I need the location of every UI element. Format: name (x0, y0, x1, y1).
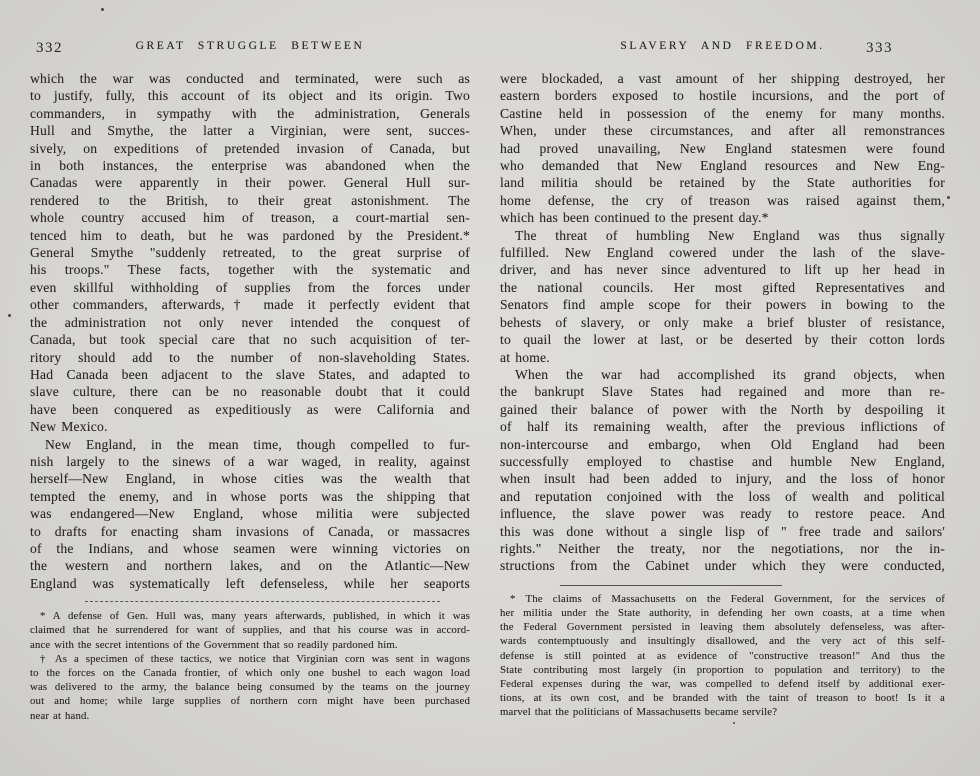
footnotes (30, 609, 470, 723)
scan-speck (733, 722, 735, 724)
text-line: influence, the slave power was ready to restore peace. And (500, 506, 945, 522)
text-line: defense is still pointed at as evidence of "constructive treason!" And thus the (500, 649, 945, 662)
text-line: to drafts for enacting sham invasions of Canada, or massacres (30, 523, 470, 539)
text-line: non-intercourse and embargo, when Old England had been (500, 436, 945, 452)
text-line: claimed that he surrendered for want of supplies, and that his course was in accord- (30, 624, 470, 637)
footnote-divider (560, 585, 782, 586)
book-page-left (30, 40, 470, 723)
text-line: When the war had accomplished its grand objects, when (515, 366, 945, 382)
text-line: rights." Neither the treaty, nor the negotiations, nor the in- (500, 540, 945, 556)
page-header (30, 40, 470, 58)
text-line: his troops." These facts, together with the systematic and (30, 262, 470, 278)
text-line: Canada, but took special care that no such acquisition of ter- (30, 332, 470, 348)
body-text (30, 70, 470, 592)
text-line: of the Indians, and whose seamen were winning victories on (30, 540, 470, 556)
footnotes (500, 592, 945, 720)
text-line: herself—New England, in whose cities was the wealth that (30, 471, 470, 487)
text-line: England was systematically left defenseless, while her seaports (30, 575, 470, 591)
text-line: behests of slavery, or only make a brief bluster of resistance, (500, 314, 945, 330)
text-line: General Smythe "suddenly retreated, to the great surprise of (30, 245, 470, 261)
text-line: State contributing most largely (in proportion to population and territory) to the (500, 663, 945, 676)
text-line: which has been continued to the present day.* (500, 210, 769, 226)
text-line: her militia under the State authority, in defending her own coasts, at a time when (500, 606, 945, 619)
text-line: the national councils. Her most gifted Representatives and (500, 279, 945, 295)
body-text (500, 70, 945, 575)
page-header (500, 40, 945, 58)
text-line: When, under these circumstances, and after all remonstrances (500, 123, 945, 139)
running-head: GREAT STRUGGLE BETWEEN (135, 40, 365, 52)
scan-speck (8, 314, 11, 317)
text-line: * The claims of Massachusetts on the Federal Government, for the services of (510, 592, 945, 605)
text-line: successfully employed to chastise and humble New England, (500, 453, 945, 469)
text-line: marvel that the politicians of Massachusetts became servile? (500, 706, 778, 719)
text-line: New England, in the mean time, though compelled to fur- (45, 436, 470, 452)
text-line: commanders, in sympathy with the administration, Generals (30, 105, 470, 121)
text-line: home defense, the cry of treason was raised against them, (500, 192, 945, 208)
text-line: Canadas were apparently in their power. General Hull sur- (30, 175, 470, 191)
text-line: was endangered—New England, whose militia were subjected (30, 506, 470, 522)
text-line: tempted the enemy, and in whose ports was the shipping that (30, 488, 470, 504)
text-line: Castine held in possession of the enemy for many months. (500, 105, 945, 121)
running-head: SLAVERY AND FREEDOM. (620, 40, 825, 52)
text-line: Federal expenses during the war, was compelled to defend itself by additional exer- (500, 678, 945, 690)
text-line: nish largely to the sinews of a war waged, in reality, against (30, 453, 470, 469)
text-line: and reputation conjoined with the loss of wealth and political (500, 488, 945, 504)
text-line: ance with the secret intentions of the Government that so readily pardoned him. (30, 638, 398, 651)
footnote-divider (85, 601, 440, 602)
text-line: rendered to the British, to their great astonishment. The (30, 192, 470, 208)
page-number: 332 (36, 40, 63, 56)
text-line: ritory should add to the number of non-slaveholding States. (30, 349, 470, 365)
text-line: Hull and Smythe, the latter a Virginian, were sent, succes- (30, 123, 470, 139)
text-line: when insult had been added to injury, and the loss of honor (500, 471, 945, 487)
text-line: out and home; while large supplies of northern corn might have been purchased (30, 695, 470, 708)
text-line: land militia should be retained by the State authorities for (500, 175, 945, 191)
scan-speck (101, 8, 104, 11)
text-line: † As a specimen of these tactics, we notice that Virginian corn was sent in wagons (40, 652, 470, 665)
text-line: driver, and has never since adventured to lift up her head in (500, 262, 945, 278)
text-line: slave culture, there can be no reasonable doubt that it could (30, 384, 470, 400)
text-line: The threat of humbling New England was thus signally (515, 227, 945, 243)
text-line: was delivered to the army, the balance being consumed by the teams on the journey (30, 681, 470, 694)
text-line: New Mexico. (30, 419, 108, 435)
text-line: the administration not only never intended the conquest of (30, 314, 470, 330)
text-line: Senators find ample scope for their powers in bowing to the (500, 297, 945, 313)
text-line: even skillful withholding of supplies from the forces under (30, 279, 470, 295)
text-line: this was done without a single lisp of " free trade and sailors' (500, 523, 945, 539)
text-line: tenced him to death, but he was pardoned by the President.* (30, 227, 470, 243)
text-line: who demanded that New England resources and New Eng- (500, 158, 945, 174)
text-line: whole country accused him of treason, a court-martial sen- (30, 210, 470, 226)
text-line: sively, on expeditions of pretended invasion of Canada, but (30, 140, 470, 156)
text-line: to quail the lower at last, or be deserted by their cotton lords (500, 332, 945, 348)
text-line: the bankrupt Slave States had regained and more than re- (500, 384, 945, 400)
text-line: the western and northern lakes, and on the Atlantic—New (30, 558, 470, 574)
text-line: the Federal Government persisted in leaving them absolutely defenseless, was after- (500, 621, 945, 634)
text-line: wards contemptuously and insultingly disallowed, and the very act of this self- (500, 635, 945, 648)
text-line: have been conquered as expeditiously as were California and (30, 401, 470, 417)
text-line: eastern borders exposed to hostile incursions, and the port of (500, 88, 945, 104)
text-line: Had Canada been adjacent to the slave States, and adapted to (30, 366, 470, 382)
text-line: near at hand. (30, 709, 90, 722)
text-line: fulfilled. New England cowered under the lash of the slave- (500, 245, 945, 261)
text-line: tions, at its own cost, and be branded with the taint of treason to boot! Is it a (500, 692, 945, 705)
text-line: had proved unavailing, New England statesmen were found (500, 140, 945, 156)
text-line: other commanders, afterwards,† made it perfectly evident that (30, 297, 470, 313)
page-number: 333 (866, 40, 893, 56)
book-page-right (500, 40, 945, 720)
text-line: at home. (500, 349, 550, 365)
text-line: to the forces on the Canada frontier, of which only one bushel to each wagon load (30, 667, 470, 679)
text-line: which the war was conducted and terminated, were such as (30, 71, 470, 86)
text-line: in both instances, the enterprise was abandoned when the (30, 158, 470, 174)
text-line: to justify, fully, this account of its object and its origin. Two (30, 88, 470, 104)
text-line: of half its remaining wealth, after the previous inflictions of (500, 419, 945, 435)
text-line: structions from the Cabinet under which they were conducted, (500, 558, 945, 574)
text-line: were blockaded, a vast amount of her shipping destroyed, her (500, 71, 945, 86)
scan-speck (947, 196, 950, 199)
text-line: * A defense of Gen. Hull was, many years afterwards, published, in which it was (40, 610, 470, 623)
text-line: gained their balance of power with the North by despoiling it (500, 401, 945, 417)
